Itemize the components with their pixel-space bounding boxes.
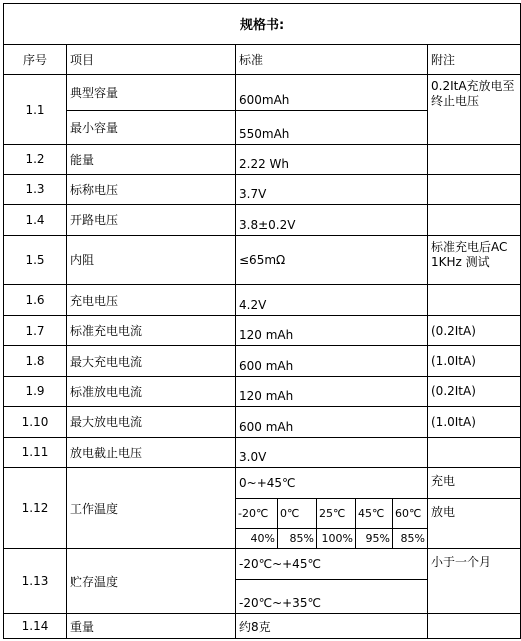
- row-note: [428, 437, 521, 467]
- row-value: -20℃~+35℃: [236, 579, 428, 614]
- row-no: 1.6: [4, 285, 67, 315]
- table-row: [4, 75, 521, 111]
- table-row: [4, 174, 521, 204]
- row-item: 放电截止电压: [67, 437, 236, 467]
- row-note: 0.2ItA充放电至终止电压: [428, 75, 521, 145]
- row-value: 4.2V: [236, 285, 428, 315]
- row-item: 内阻: [67, 235, 236, 285]
- row-note: [428, 145, 521, 174]
- page-title: 规格书:: [4, 4, 521, 45]
- row-no: 1.13: [4, 549, 67, 614]
- row-item: 标准放电电流: [67, 376, 236, 406]
- row-no: 1.8: [4, 346, 67, 376]
- row-note: (1.0ItA): [428, 346, 521, 376]
- row-no: 1.5: [4, 235, 67, 285]
- row-value: -20℃~+45℃: [236, 549, 428, 579]
- header-note: 附注: [428, 44, 521, 74]
- row-no: 1.4: [4, 205, 67, 235]
- table-row: [4, 205, 521, 235]
- table-row: [4, 614, 521, 639]
- table-row: [4, 346, 521, 376]
- row-item: 能量: [67, 145, 236, 174]
- table-row: [4, 285, 521, 315]
- row-item: 最小容量: [67, 110, 236, 145]
- charge-temp-range: 0~+45℃: [236, 468, 428, 498]
- row-value: 2.22 Wh: [236, 145, 428, 174]
- row-item: 贮存温度: [67, 549, 236, 614]
- table-row: [4, 376, 521, 406]
- row-item: 标准充电电流: [67, 315, 236, 345]
- row-item: 重量: [67, 614, 236, 639]
- row-value: 约8克: [236, 614, 428, 639]
- table-row: [4, 315, 521, 345]
- row-note: (0.2ItA): [428, 376, 521, 406]
- row-note: [428, 205, 521, 235]
- row-no: 1.10: [4, 407, 67, 437]
- row-item: 标称电压: [67, 174, 236, 204]
- header-row: [4, 44, 521, 74]
- percent-cell: 100%: [317, 529, 356, 549]
- row-value: 3.0V: [236, 437, 428, 467]
- row-note: 小于一个月: [428, 549, 521, 614]
- row-value: 600 mAh: [236, 346, 428, 376]
- temp-cell: 60℃: [393, 498, 428, 528]
- table-row: [4, 145, 521, 174]
- row-value: 600mAh: [236, 75, 428, 111]
- percent-cell: 40%: [236, 529, 278, 549]
- row-item: 最大充电电流: [67, 346, 236, 376]
- row-note: (0.2ItA): [428, 315, 521, 345]
- row-note: 标准充电后AC 1KHz 测试: [428, 235, 521, 285]
- row-note: [428, 614, 521, 639]
- row-no: 1.1: [4, 75, 67, 145]
- row-item: 开路电压: [67, 205, 236, 235]
- row-value: 600 mAh: [236, 407, 428, 437]
- table-row: [4, 468, 521, 498]
- temp-cell: 0℃: [278, 498, 317, 528]
- percent-cell: 85%: [278, 529, 317, 549]
- percent-cell: 95%: [356, 529, 393, 549]
- charge-note: 充电: [428, 468, 521, 498]
- row-value: 550mAh: [236, 110, 428, 145]
- table-row: [4, 549, 521, 579]
- temp-cell: 45℃: [356, 498, 393, 528]
- table-row: [4, 235, 521, 285]
- header-no: 序号: [4, 44, 67, 74]
- row-no: 1.14: [4, 614, 67, 639]
- row-item: 典型容量: [67, 75, 236, 111]
- row-value: 3.8±0.2V: [236, 205, 428, 235]
- row-no: 1.7: [4, 315, 67, 345]
- temp-cell: -20℃: [236, 498, 278, 528]
- row-no: 1.3: [4, 174, 67, 204]
- table-row: [4, 437, 521, 467]
- row-value: 3.7V: [236, 174, 428, 204]
- row-no: 1.12: [4, 468, 67, 549]
- row-value: 120 mAh: [236, 376, 428, 406]
- discharge-note: 放电: [428, 498, 521, 549]
- row-item: 工作温度: [67, 468, 236, 549]
- row-note: [428, 285, 521, 315]
- row-note: (1.0ItA): [428, 407, 521, 437]
- row-item: 最大放电电流: [67, 407, 236, 437]
- row-no: 1.2: [4, 145, 67, 174]
- temp-cell: 25℃: [317, 498, 356, 528]
- percent-cell: 85%: [393, 529, 428, 549]
- header-item: 项目: [67, 44, 236, 74]
- row-no: 1.11: [4, 437, 67, 467]
- table-row: [4, 407, 521, 437]
- row-value: ≤65mΩ: [236, 235, 428, 285]
- row-value: 120 mAh: [236, 315, 428, 345]
- row-note: [428, 174, 521, 204]
- header-standard: 标准: [236, 44, 428, 74]
- row-item: 充电电压: [67, 285, 236, 315]
- spec-table: [3, 3, 521, 639]
- row-no: 1.9: [4, 376, 67, 406]
